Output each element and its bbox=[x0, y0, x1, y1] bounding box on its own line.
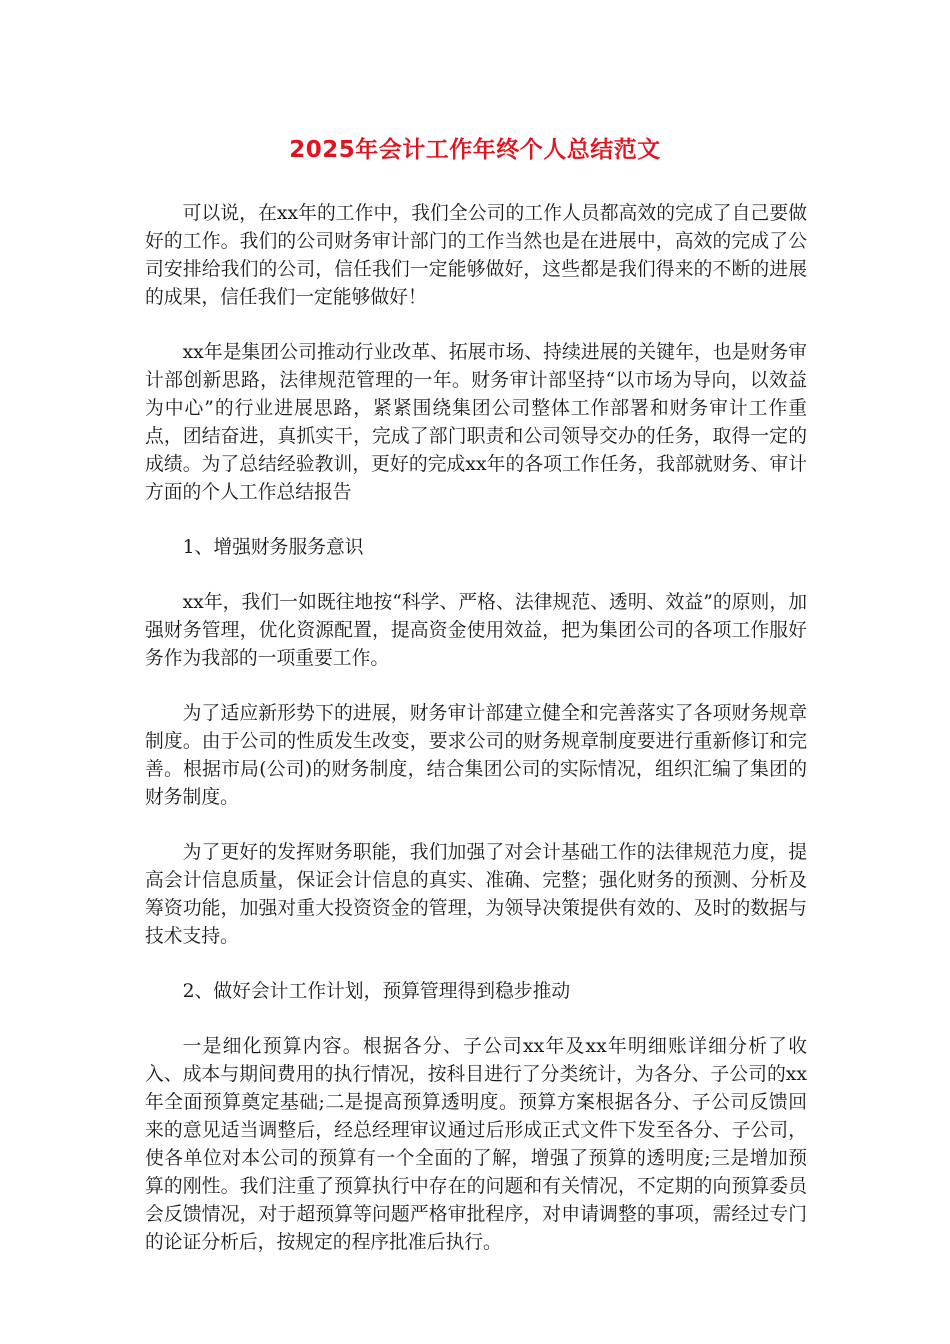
section-heading-2: 2、做好会计工作计划，预算管理得到稳步推动 bbox=[182, 981, 571, 1002]
paragraph-intro: 可以说，在xx年的工作中，我们全公司的工作人员都高效的完成了自己要做好的工作。我们的公司财务审计部门的工作当然也是在进展中，高效的完成了公司安排给我们的公司，信任我们一定能够做好，这些都是我们得来的不断的进展的成果，信任我们一定能够做好！ bbox=[145, 203, 807, 308]
section-heading-1: 1、增强财务服务意识 bbox=[182, 537, 364, 558]
document-body bbox=[145, 200, 807, 1284]
paragraph-overview: xx年是集团公司推动行业改革、拓展市场、持续进展的关键年，也是财务审计部创新思路，法律规范管理的一年。财务审计部坚持“以市场为导向，以效益为中心”的行业进展思路，紧紧围绕集团公司整体工作部署和财务审计工作重点，团结奋进，真抓实干，完成了部门职责和公司领导交办的任务，取得一定的成绩。为了总结经验教训，更好的完成xx年的各项工作任务，我部就财务、审计方面的个人工作总结报告 bbox=[145, 342, 807, 503]
paragraph-service-principle: xx年，我们一如既往地按“科学、严格、法律规范、透明、效益”的原则，加强财务管理，优化资源配置，提高资金使用效益，把为集团公司的各项工作服好务作为我部的一项重要工作。 bbox=[145, 592, 807, 669]
document-title: 2025年会计工作年终个人总结范文 bbox=[289, 137, 661, 163]
paragraph-regulations: 为了适应新形势下的进展，财务审计部建立健全和完善落实了各项财务规章制度。由于公司的性质发生改变，要求公司的财务规章制度要进行重新修订和完善。根据市局(公司)的财务制度，结合集团公司的实际情况，组织汇编了集团的财务制度。 bbox=[145, 703, 807, 808]
paragraph-budget: 一是细化预算内容。根据各分、子公司xx年及xx年明细账详细分析了收入、成本与期间费用的执行情况，按科目进行了分类统计，为各分、子公司的xx年全面预算奠定基础;二是提高预算透明度。预算方案根据各分、子公司反馈回来的意见适当调整后，经总经理审议通过后形成正式文件下发至各分、子公司，使各单位对本公司的预算有一个全面的了解，增强了预算的透明度;三是增加预算的刚性。我们注重了预算执行中存在的问题和有关情况，不定期的向预算委员会反馈情况，对于超预算等问题严格审批程序，对申请调整的事项，需经过专门的论证分析后，按规定的程序批准后执行。 bbox=[145, 1036, 807, 1253]
paragraph-financial-function: 为了更好的发挥财务职能，我们加强了对会计基础工作的法律规范力度，提高会计信息质量，保证会计信息的真实、准确、完整；强化财务的预测、分析及筹资功能，加强对重大投资资金的管理，为领导决策提供有效的、及时的数据与技术支持。 bbox=[145, 842, 807, 947]
